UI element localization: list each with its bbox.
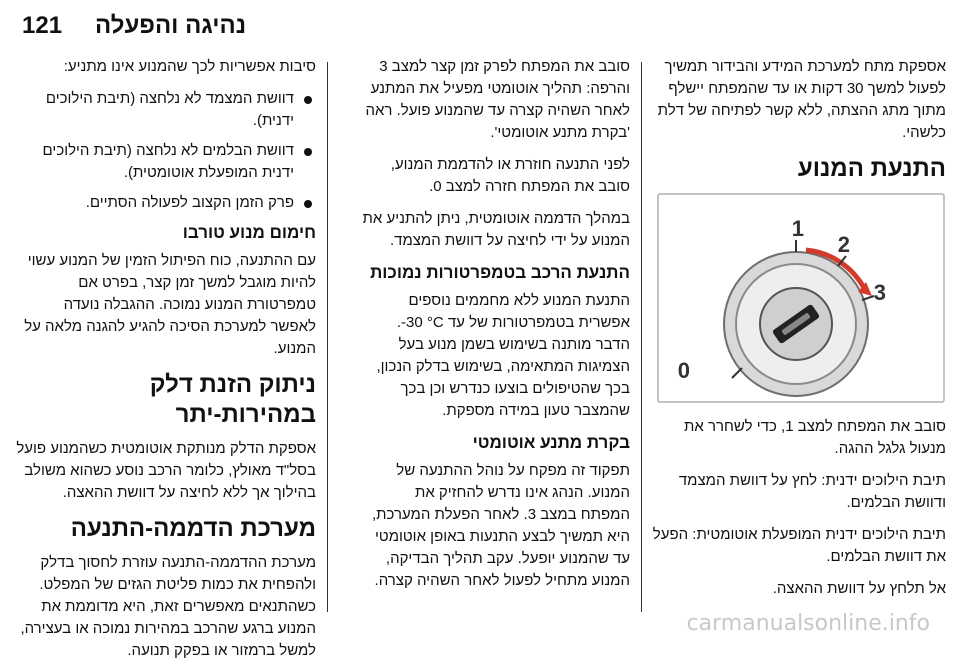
heading-cold-start: התנעת הרכב בטמפרטורות נמוכות (370, 263, 630, 282)
heading-auto-starter: בקרת מתנע אוטומטי (472, 433, 630, 452)
page-header (0, 0, 960, 46)
reasons-list (16, 88, 316, 214)
paragraph-2: לפני התנעה חוזרת או להדממת המנוע, סובב את המפתח חזרה למצב 0. (390, 156, 630, 195)
page-number: 121 (22, 12, 63, 39)
paragraph-3: תיבת הילוכים ידנית המופעלת אוטומטית: הפעל את דוושת הבלמים. (652, 526, 946, 565)
paragraph-2: אספקת הדלק מנותקת אוטומטית כשהמנוע פועל בסל"ד מאולץ, כלומר הרכב נוסע כשהוא משולב בהילוך אך ללא לחיצה על דוושת ההאצה. (16, 440, 316, 501)
heading-stop-start: מערכת הדממה-התנעה (70, 515, 316, 542)
list-item: דוושת המצמד לא נלחצה (תיבת הילוכים ידנית). (16, 88, 316, 132)
ignition-switch-illustration (656, 192, 946, 404)
paragraph-4: אל תלחץ על דוושת ההאצה. (772, 580, 946, 597)
paragraph-3: מערכת ההדממה-התנעה עוזרת לחסוך בדלק ולהפחית את כמות פליטת הגזים של המפלט. כשהתנאים מאפשרים זאת, היא מדוממת את המנוע ברגע שהרכב במהירות נמוכה או בעצירה, למשל ברמזור או בפקק תנועה. (20, 554, 316, 659)
heading-turbo-warmup: חימום מנוע טורבו (182, 223, 316, 242)
paragraph-1: עם ההתנעה, כוח הפיתול הזמין של המנוע עשוי להיות מוגבל למשך זמן קצר, בפרט אם טמפרטורת המנוע נמוכה. ההגבלה נועדה לאפשר למערכת הסיכה להגיע להגנה מלאה על המנוע. (24, 252, 316, 357)
paragraph-4: התנעת המנוע ללא מחממים נוספים אפשרית בטמפרטורות של עד ‎-30 °C‎. הדבר מותנה בשימוש בשמן מנוע בעל הצמיגות המתאימה, בשימוש בדלק הנכון, בכך שהטיפולים בוצעו כנדרש וכן בכך שהמצבר טעון במידה מספקת. (376, 292, 630, 419)
intro-paragraph: סיבות אפשריות לכך שהמנוע אינו מתניע: (63, 58, 316, 75)
heading-engine-start: התנעת המנוע (797, 155, 946, 182)
column-left (16, 56, 316, 672)
column-middle (362, 56, 630, 602)
column-divider (327, 62, 328, 612)
ignition-figure (656, 192, 946, 404)
list-item: דוושת הבלמים לא נלחצה (תיבת הילוכים ידנית המופעלת אוטומטית). (16, 140, 316, 184)
paragraph-1: סובב את המפתח לפרק זמן קצר למצב 3 והרפה: תהליך אוטומטי מפעיל את המתנע לאחר השהיה קצרה עד שהמנוע פועל. ראה 'בקרת מתנע אוטומטי'. (365, 58, 630, 141)
paragraph-2: תיבת הילוכים ידנית: לחץ על דוושת המצמד ודוושת הבלמים. (678, 472, 946, 511)
watermark: carmanualsonline.info (686, 611, 930, 636)
paragraph-5: תפקוד זה מפקח על נוהל ההתנעה של המנוע. הנהג אינו נדרש להחזיק את המפתח במצב 3. לאחר הפעלת המערכת, היא תמשיך לבצע התנעות באופן אוטומטי עד שהמנוע יופעל. עקב תהליך הבדיקה, המנוע מתחיל לפעול לאחר השהיה קצרה. (372, 462, 630, 589)
paragraph-1: סובב את המפתח למצב 1, כדי לשחרר את מנעול גלגל ההגה. (684, 418, 946, 457)
list-item: פרק הזמן הקצוב לפעולה הסתיים. (16, 192, 316, 214)
intro-paragraph: אספקת מתח למערכת המידע והבידור תמשיך לפעול למשך 30 דקות או עד שהמפתח יישלף מתוך מתג ההצתה, ללא קשר לפתיחה של דלת כלשהי. (657, 58, 946, 141)
position-label-3: 3 (873, 280, 886, 305)
position-label-2: 2 (837, 232, 850, 257)
column-divider (641, 62, 642, 612)
paragraph-3: במהלך הדממה אוטומטית, ניתן להתניע את המנוע על ידי לחיצה על דוושת המצמד. (362, 210, 630, 249)
position-label-1: 1 (791, 216, 804, 241)
position-label-0: 0 (677, 358, 690, 383)
column-right (646, 56, 946, 610)
section-title: נהיגה והפעלה (95, 12, 247, 39)
heading-fuel-cutoff: ניתוק הזנת דלק במהירות-יתר (149, 371, 316, 428)
